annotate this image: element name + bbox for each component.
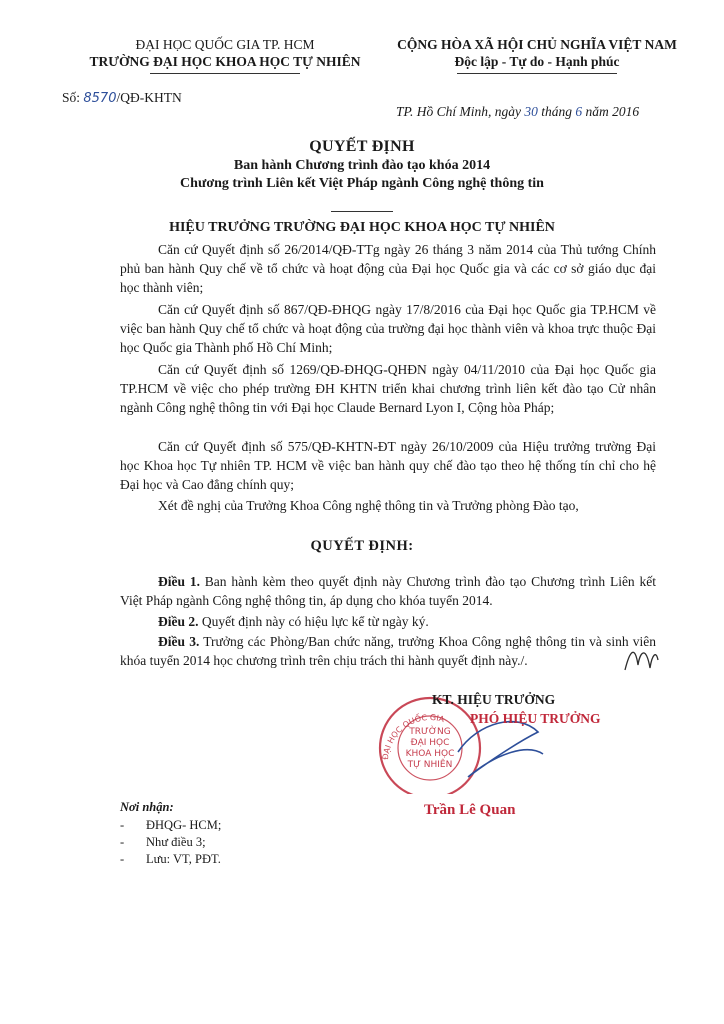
document-number	[62, 90, 182, 106]
issuer-underline	[150, 73, 300, 74]
decision-heading: QUYẾT ĐỊNH:	[310, 538, 414, 554]
svg-text:ĐẠI HỌC QUỐC GIA: ĐẠI HỌC QUỐC GIA	[380, 712, 446, 761]
legal-basis-1	[120, 240, 656, 297]
initials-signature-icon	[620, 640, 660, 680]
recipient-3: Lưu: VT, PĐT.	[146, 852, 221, 866]
document-subtitle-2: Chương trình Liên kết Việt Pháp ngành Công nghệ thông tin	[180, 176, 544, 191]
svg-text:ĐẠI HỌC: ĐẠI HỌC	[410, 738, 450, 748]
date-month-label: tháng	[537, 104, 576, 119]
issuer-org: TRƯỜNG ĐẠI HỌC KHOA HỌC TỰ NHIÊN	[89, 54, 361, 69]
issuer-parent-org: ĐẠI HỌC QUỐC GIA TP. HCM	[135, 37, 315, 52]
article-3	[120, 632, 656, 670]
doc-number-prefix: Số:	[62, 90, 81, 105]
article-3-text: Trưởng các Phòng/Ban chức năng, trưởng Khoa Công nghệ thông tin và sinh viên khóa tuyển 2014 học chương trình trên chịu trách thi hành quyết định này./.	[120, 634, 656, 668]
document-subtitle-1: Ban hành Chương trình đào tạo khóa 2014	[233, 158, 491, 173]
article-2-label: Điều 2.	[158, 614, 199, 629]
legal-basis-4	[120, 437, 656, 494]
document-date	[396, 104, 639, 120]
article-2	[120, 612, 656, 631]
svg-text:TỰ NHIÊN: TỰ NHIÊN	[407, 760, 453, 770]
legal-basis-1-text: Căn cứ Quyết định số 26/2014/QĐ-TTg ngày 26 tháng 3 năm 2014 của Thủ tướng Chính phủ ban hành Quy chế về tổ chức và hoạt động của Đại học Quốc gia và các cơ sở giáo dục đại học thành viên;	[120, 242, 656, 295]
date-prefix: TP. Hồ Chí Minh, ngày	[396, 104, 525, 119]
svg-text:KHOA HỌC: KHOA HỌC	[405, 749, 455, 759]
principal-heading: HIỆU TRƯỞNG TRƯỜNG ĐẠI HỌC KHOA HỌC TỰ NHIÊN	[169, 220, 555, 235]
article-2-text: Quyết định này có hiệu lực kể từ ngày ký.	[198, 614, 429, 629]
date-day: 30	[524, 104, 538, 119]
document-title: QUYẾT ĐỊNH	[309, 138, 415, 155]
legal-basis-3	[120, 360, 656, 417]
legal-basis-2-text: Căn cứ Quyết định số 867/QĐ-ĐHQG ngày 17/8/2016 của Đại học Quốc gia TP.HCM về việc ban hành Quy chế tổ chức và hoạt động của trường đại học thành viên và khoa trực thuộc Đại học Quốc gia Thành phố Hồ Chí Minh;	[120, 302, 656, 355]
doc-number-handwritten: 8570	[83, 91, 117, 106]
signatory-name: Trần Lê Quan	[424, 802, 516, 818]
national-header	[372, 36, 702, 74]
motto-underline	[457, 73, 617, 74]
signature-role: PHÓ HIỆU TRƯỞNG	[470, 711, 601, 726]
proposal-basis-text: Xét đề nghị của Trưởng Khoa Công nghệ thông tin và Trưởng phòng Đào tạo,	[158, 498, 579, 513]
recipient-2: Như điều 3;	[146, 835, 206, 849]
date-year: năm 2016	[582, 104, 640, 119]
article-1	[120, 572, 656, 610]
recipients-heading: Nơi nhận:	[120, 800, 174, 814]
date-month: 6	[575, 104, 583, 119]
recipient-item: - Lưu: VT, PĐT.	[120, 852, 221, 866]
recipient-item: - ĐHQG- HCM;	[120, 818, 222, 832]
national-motto: Độc lập - Tự do - Hạnh phúc	[454, 54, 620, 69]
article-1-label: Điều 1.	[158, 574, 200, 589]
legal-basis-4-text: Căn cứ Quyết định số 575/QĐ-KHTN-ĐT ngày 26/10/2009 của Hiệu trưởng trường Đại học Khoa học Tự nhiên TP. HCM về việc ban hành quy chế đào tạo theo hệ thống tín chỉ cho hệ Đại học và Cao đẳng chính quy;	[120, 439, 656, 492]
legal-basis-2	[120, 300, 656, 357]
title-divider	[331, 211, 393, 212]
recipient-item: - Như điều 3;	[120, 835, 206, 849]
issuer-header	[60, 36, 390, 74]
national-title: CỘNG HÒA XÃ HỘI CHỦ NGHĨA VIỆT NAM	[397, 37, 677, 52]
article-3-label: Điều 3.	[158, 634, 200, 649]
article-1-text: Ban hành kèm theo quyết định này Chương trình đào tạo Chương trình Liên kết Việt Pháp ngành Công nghệ thông tin, áp dụng cho khóa tuyển 2014.	[120, 574, 657, 608]
svg-text:TRƯỜNG: TRƯỜNG	[409, 727, 451, 737]
proposal-basis	[120, 496, 656, 515]
legal-basis-3-text: Căn cứ Quyết định số 1269/QĐ-ĐHQG-QHĐN ngày 04/11/2010 của Đại học Quốc gia TP.HCM về việc cho phép trường ĐH KHTN triển khai chương trình liên kết đào tạo Cử nhân ngành Công nghệ thông tin với Đại học Claude Bernard Lyon I, Cộng hòa Pháp;	[120, 362, 656, 415]
signature-kt-line: KT. HIỆU TRƯỞNG	[432, 692, 556, 707]
doc-number-suffix: /QĐ-KHTN	[116, 90, 182, 105]
recipient-1: ĐHQG- HCM;	[146, 818, 222, 832]
